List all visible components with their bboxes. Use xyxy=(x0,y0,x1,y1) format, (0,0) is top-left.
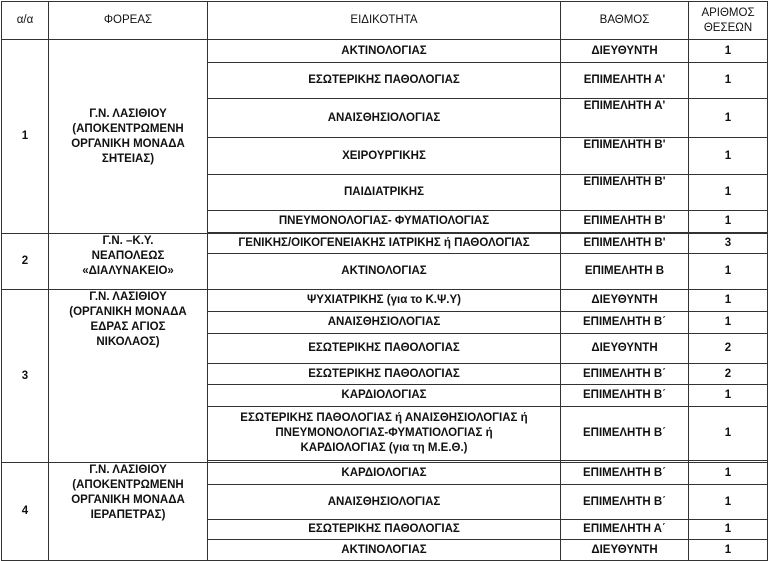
positions-cell: 1 xyxy=(689,407,768,461)
specialty-line: ΧΕΙΡΟΥΡΓΙΚΗΣ xyxy=(342,149,426,162)
agency-line: ΣΗΤΕΙΑΣ) xyxy=(101,152,155,165)
positions-cell: 1 xyxy=(689,40,768,63)
grade-cell: ΕΠΙΜΕΛΗΤΗ Β΄ xyxy=(561,485,689,520)
specialty-line: ΕΣΩΤΕΡΙΚΗΣ ΠΑΘΟΛΟΓΙΑΣ xyxy=(308,523,460,535)
agency-line: Γ.Ν. ΛΑΣΙΘΙΟΥ xyxy=(89,107,167,120)
grade-cell: ΕΠΙΜΕΛΗΤΗ Β' xyxy=(561,211,689,233)
agency-line: Γ.Ν. –Κ.Υ. xyxy=(102,235,154,247)
header-row xyxy=(2,2,768,40)
grade-cell: ΕΠΙΜΕΛΗΤΗ Β' xyxy=(561,138,689,175)
header-grade: ΒΑΘΜΟΣ xyxy=(561,2,689,40)
positions-cell: 1 xyxy=(689,385,768,407)
table-row xyxy=(2,290,768,312)
agency-line: ΟΡΓΑΝΙΚΗ ΜΟΝΑΔΑ xyxy=(71,137,185,150)
grade-cell: ΕΠΙΜΕΛΗΤΗ Β΄ xyxy=(561,312,689,334)
specialty-cell xyxy=(208,520,561,540)
grade-cell: ΕΠΙΜΕΛΗΤΗ Β΄ xyxy=(561,385,689,407)
specialty-line: ΕΣΩΤΕΡΙΚΗΣ ΠΑΘΟΛΟΓΙΑΣ ή ΑΝΑΙΣΘΗΣΙΟΛΟΓΙΑΣ ή xyxy=(240,412,528,424)
specialty-cell xyxy=(208,364,561,385)
specialty-cell xyxy=(208,485,561,520)
agency-line: (ΑΠΟΚΕΝΤΡΩΜΕΝΗ xyxy=(72,479,184,491)
grade-cell: ΕΠΙΜΕΛΗΤΗ Β΄ xyxy=(561,463,689,485)
positions-cell: 1 xyxy=(689,485,768,520)
positions-cell: 2 xyxy=(689,334,768,364)
specialty-cell xyxy=(208,254,561,290)
agency-line: ΝΙΚΟΛΑΟΣ) xyxy=(96,336,160,348)
positions-cell: 3 xyxy=(689,234,768,254)
specialty-cell xyxy=(208,234,561,254)
specialty-cell xyxy=(208,138,561,175)
grade-cell: ΕΠΙΜΕΛΗΤΗ Β' xyxy=(561,175,689,211)
agency-line: (ΑΠΟΚΕΝΤΡΩΜΕΝΗ xyxy=(72,122,184,135)
agency-cell xyxy=(49,40,208,234)
agency-line: ΙΕΡΑΠΕΤΡΑΣ) xyxy=(90,509,166,521)
specialty-line: ΑΚΤΙΝΟΛΟΓΙΑΣ xyxy=(341,44,427,57)
specialty-line: ΕΣΩΤΕΡΙΚΗΣ ΠΑΘΟΛΟΓΙΑΣ xyxy=(308,342,460,354)
specialty-cell xyxy=(208,40,561,63)
specialty-line: ΚΑΡΔΙΟΛΟΓΙΑΣ xyxy=(341,467,427,479)
specialty-line: ΨΥΧΙΑΤΡΙΚΗΣ (για το Κ.Ψ.Υ) xyxy=(306,294,461,306)
positions-cell: 1 xyxy=(689,138,768,175)
specialty-line: ΑΝΑΙΣΘΗΣΙΟΛΟΓΙΑΣ xyxy=(327,316,441,328)
specialty-line: ΚΑΡΔΙΟΛΟΓΙΑΣ xyxy=(341,389,427,401)
specialty-line: ΕΣΩΤΕΡΙΚΗΣ ΠΑΘΟΛΟΓΙΑΣ xyxy=(308,74,460,86)
positions-cell: 2 xyxy=(689,364,768,385)
agency-line: (ΟΡΓΑΝΙΚΗ ΜΟΝΑΔΑ xyxy=(69,306,187,318)
agency-line: «ΔΙΑΛΥΝΑΚΕΙΟ» xyxy=(82,265,174,277)
positions-cell: 1 xyxy=(689,312,768,334)
grade-cell: ΕΠΙΜΕΛΗΤΗ Β' xyxy=(561,234,689,254)
positions-cell: 1 xyxy=(689,463,768,485)
table-row xyxy=(2,234,768,254)
agency-line: ΝΕΑΠΟΛΕΩΣ xyxy=(91,250,165,262)
specialty-cell xyxy=(208,175,561,211)
positions-cell: 1 xyxy=(689,520,768,540)
specialty-line: ΑΚΤΙΝΟΛΟΓΙΑΣ xyxy=(341,543,427,556)
grade-cell: ΕΠΙΜΕΛΗΤΗ Α΄ xyxy=(561,520,689,540)
positions-cell: 1 xyxy=(689,211,768,233)
specialty-line: ΓΕΝΙΚΗΣ/ΟΙΚΟΓΕΝΕΙΑΚΗΣ ΙΑΤΡΙΚΗΣ ή ΠΑΘΟΛΟΓΙΑΣ xyxy=(238,237,530,249)
specialty-cell xyxy=(208,463,561,485)
specialty-cell xyxy=(208,290,561,312)
specialty-line: ΠΝΕΥΜΟΝΟΛΟΓΙΑΣ-ΦΥΜΑΤΙΟΛΟΓΙΑΣ ή xyxy=(275,427,493,439)
group-number: 4 xyxy=(2,463,49,561)
table-row xyxy=(2,40,768,63)
agency-line: ΟΡΓΑΝΙΚΗ ΜΟΝΑΔΑ xyxy=(71,494,185,506)
group-number: 3 xyxy=(2,290,49,463)
grade-cell: ΔΙΕΥΘΥΝΤΗ xyxy=(561,540,689,561)
agency-line: Γ.Ν. ΛΑΣΙΘΙΟΥ xyxy=(89,291,167,303)
positions-cell: 1 xyxy=(689,540,768,561)
specialty-line: ΑΚΤΙΝΟΛΟΓΙΑΣ xyxy=(341,265,427,277)
agency-cell xyxy=(49,463,208,561)
agency-cell xyxy=(49,234,208,290)
grade-cell: ΕΠΙΜΕΛΗΤΗ Β΄ xyxy=(561,407,689,461)
specialty-cell xyxy=(208,63,561,99)
specialty-line: ΠΝΕΥΜΟΝΟΛΟΓΙΑΣ- ΦΥΜΑΤΙΟΛΟΓΙΑΣ xyxy=(278,215,490,227)
grade-cell: ΔΙΕΥΘΥΝΤΗ xyxy=(561,334,689,364)
positions-cell: 1 xyxy=(689,99,768,138)
grade-cell: ΔΙΕΥΘΥΝΤΗ xyxy=(561,40,689,63)
agency-line: ΕΔΡΑΣ ΑΓΙΟΣ xyxy=(90,321,166,333)
positions-cell: 1 xyxy=(689,290,768,312)
grade-cell: ΕΠΙΜΕΛΗΤΗ Β xyxy=(561,254,689,290)
specialty-line: ΑΝΑΙΣΘΗΣΙΟΛΟΓΙΑΣ xyxy=(327,495,441,508)
grade-cell: ΕΠΙΜΕΛΗΤΗ Α' xyxy=(561,63,689,99)
positions-cell: 1 xyxy=(689,63,768,99)
table-row xyxy=(2,463,768,485)
positions-cell: 1 xyxy=(689,254,768,290)
agency-line: Γ.Ν. ΛΑΣΙΘΙΟΥ xyxy=(89,464,167,476)
header-positions-line1: ΑΡΙΘΜΟΣ xyxy=(701,6,755,19)
specialty-line: ΠΑΙΔΙΑΤΡΙΚΗΣ xyxy=(343,186,425,198)
header-num: α/α xyxy=(2,2,49,40)
grade-cell: ΕΠΙΜΕΛΗΤΗ Α' xyxy=(561,99,689,138)
agency-cell xyxy=(49,290,208,463)
header-specialty: ΕΙΔΙΚΟΤΗΤΑ xyxy=(208,2,561,40)
header-positions-line2: ΘΕΣΕΩΝ xyxy=(703,21,753,34)
specialty-cell xyxy=(208,99,561,138)
group-number: 2 xyxy=(2,234,49,290)
specialty-cell xyxy=(208,211,561,233)
grade-cell: ΕΠΙΜΕΛΗΤΗ Β΄ xyxy=(561,364,689,385)
specialty-line: ΕΣΩΤΕΡΙΚΗΣ ΠΑΘΟΛΟΓΙΑΣ xyxy=(308,367,460,380)
header-positions xyxy=(689,2,768,40)
specialty-cell xyxy=(208,407,561,461)
specialty-line: ΚΑΡΔΙΟΛΟΓΙΑΣ (για τη Μ.Ε.Θ.) xyxy=(300,442,468,454)
positions-table xyxy=(1,1,768,561)
specialty-cell xyxy=(208,334,561,364)
positions-cell: 1 xyxy=(689,175,768,211)
specialty-cell xyxy=(208,312,561,334)
specialty-cell xyxy=(208,385,561,407)
specialty-cell xyxy=(208,540,561,561)
specialty-line: ΑΝΑΙΣΘΗΣΙΟΛΟΓΙΑΣ xyxy=(327,111,441,124)
header-agency: ΦΟΡΕΑΣ xyxy=(49,2,208,40)
grade-cell: ΔΙΕΥΘΥΝΤΗ xyxy=(561,290,689,312)
group-number: 1 xyxy=(2,40,49,234)
